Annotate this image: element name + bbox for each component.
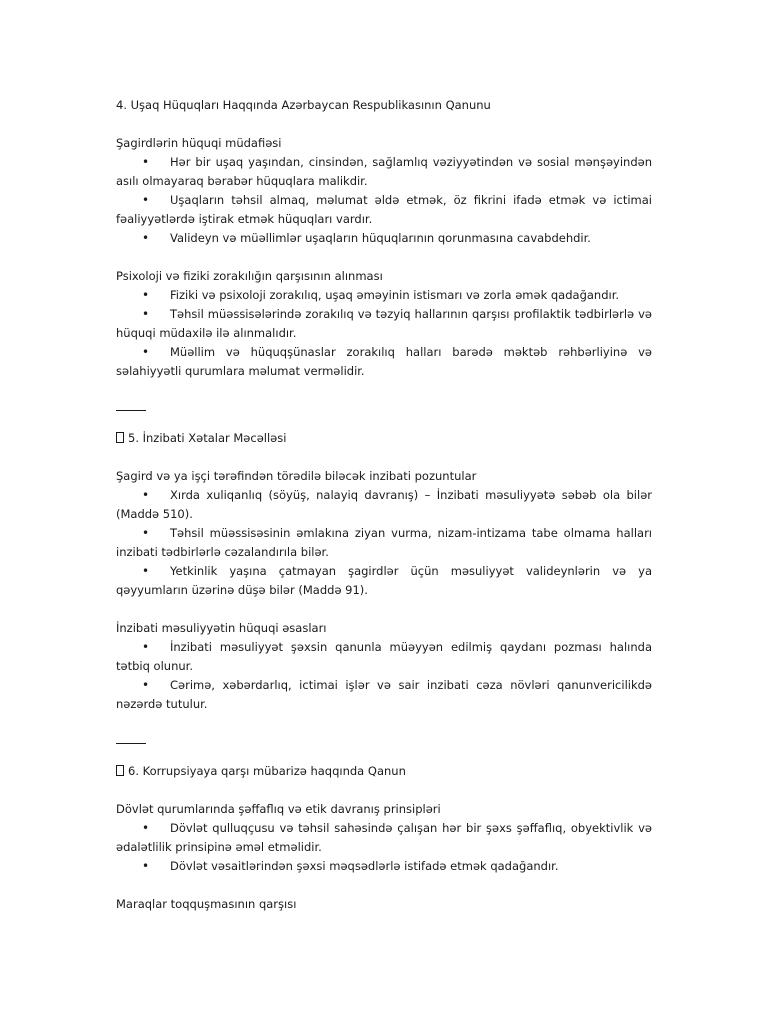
bullet-icon: • <box>142 288 150 302</box>
subsection-heading: İnzibati məsuliyyətin hüquqi əsasları <box>116 621 327 635</box>
horizontal-rule <box>116 410 146 411</box>
list-item: • Xırda xuliqanlıq (söyüş, nalayiq davranış) – İnzibati məsuliyyətə səbəb ola bilər (Maddə 510). <box>116 488 652 521</box>
section-title: 6. Korrupsiyaya qarşı mübarizə haqqında Qanun <box>116 762 652 781</box>
list-item: • Valideyn və müəllimlər uşaqların hüquqlarının qorunmasına cavabdehdir. <box>116 229 652 248</box>
list-item: • Təhsil müəssisələrində zorakılıq və təzyiq hallarının qarşısı profilaktik tədbirlərlə və hüquqi müdaxilə ilə alınmalıdır. <box>116 307 652 340</box>
section-title: 5. İnzibati Xətalar Məcəlləsi <box>116 429 652 448</box>
bullet-list <box>116 819 652 876</box>
subsection-heading: Psixoloji və fiziki zorakılığın qarşısının alınması <box>116 269 383 283</box>
bullet-icon: • <box>142 526 150 540</box>
subsection-heading: Şagird və ya işçi tərəfindən törədilə biləcək inzibati pozuntular <box>116 469 477 483</box>
bullet-icon: • <box>142 678 150 692</box>
list-item: • İnzibati məsuliyyət şəxsin qanunla müəyyən edilmiş qaydanı pozması halında tətbiq olunur. <box>116 640 652 673</box>
bullet-icon: • <box>142 307 150 321</box>
list-item: • Təhsil müəssisəsinin əmlakına ziyan vurma, nizam-intizama tabe olmama halları inzibati tədbirlərlə cəzalandırıla bilər. <box>116 526 652 559</box>
list-item: • Cərimə, xəbərdarlıq, ictimai işlər və sair inzibati cəza növləri qanunvericilikdə nəzərdə tutulur. <box>116 678 652 711</box>
list-item: • Dövlət qulluqçusu və təhsil sahəsində çalışan hər bir şəxs şəffaflıq, obyektivlik və ədalətlilik prinsipinə əməl etməlidir. <box>116 821 652 854</box>
bullet-list <box>116 286 652 381</box>
horizontal-rule <box>116 743 146 744</box>
bullet-icon: • <box>142 231 150 245</box>
document-page <box>116 96 652 914</box>
bullet-icon: • <box>142 345 150 359</box>
bullet-list <box>116 486 652 600</box>
bullet-list <box>116 638 652 714</box>
missing-glyph-box-icon <box>116 765 124 776</box>
subsection-heading: Maraqlar toqquşmasının qarşısı <box>116 897 297 911</box>
list-item: • Fiziki və psixoloji zorakılıq, uşaq əməyinin istismarı və zorla əmək qadağandır. <box>116 286 652 305</box>
bullet-icon: • <box>142 488 150 502</box>
bullet-icon: • <box>142 564 150 578</box>
list-item: • Yetkinlik yaşına çatmayan şagirdlər üçün məsuliyyət valideynlərin və ya qəyyumların üzərinə düşə bilər (Maddə 91). <box>116 564 652 597</box>
bullet-list <box>116 153 652 248</box>
section-title: 4. Uşaq Hüquqları Haqqında Azərbaycan Respublikasının Qanunu <box>116 98 491 112</box>
subsection-heading: Şagirdlərin hüquqi müdafiəsi <box>116 136 282 150</box>
list-item: • Uşaqların təhsil almaq, məlumat əldə etmək, öz fikrini ifadə etmək və ictimai fəaliyyətlərdə iştirak etmək hüquqları vardır. <box>116 193 652 226</box>
bullet-icon: • <box>142 859 150 873</box>
missing-glyph-box-icon <box>116 432 124 443</box>
list-item: • Müəllim və hüquqşünaslar zorakılıq halları barədə məktəb rəhbərliyinə və səlahiyyətli qurumlara məlumat verməlidir. <box>116 345 652 378</box>
list-item: • Hər bir uşaq yaşından, cinsindən, sağlamlıq vəziyyətindən və sosial mənşəyindən asılı olmayaraq bərabər hüquqlara malikdir. <box>116 155 652 188</box>
bullet-icon: • <box>142 193 150 207</box>
bullet-icon: • <box>142 155 150 169</box>
subsection-heading: Dövlət qurumlarında şəffaflıq və etik davranış prinsipləri <box>116 802 441 816</box>
bullet-icon: • <box>142 640 150 654</box>
bullet-icon: • <box>142 821 150 835</box>
list-item: • Dövlət vəsaitlərindən şəxsi məqsədlərlə istifadə etmək qadağandır. <box>116 857 652 876</box>
